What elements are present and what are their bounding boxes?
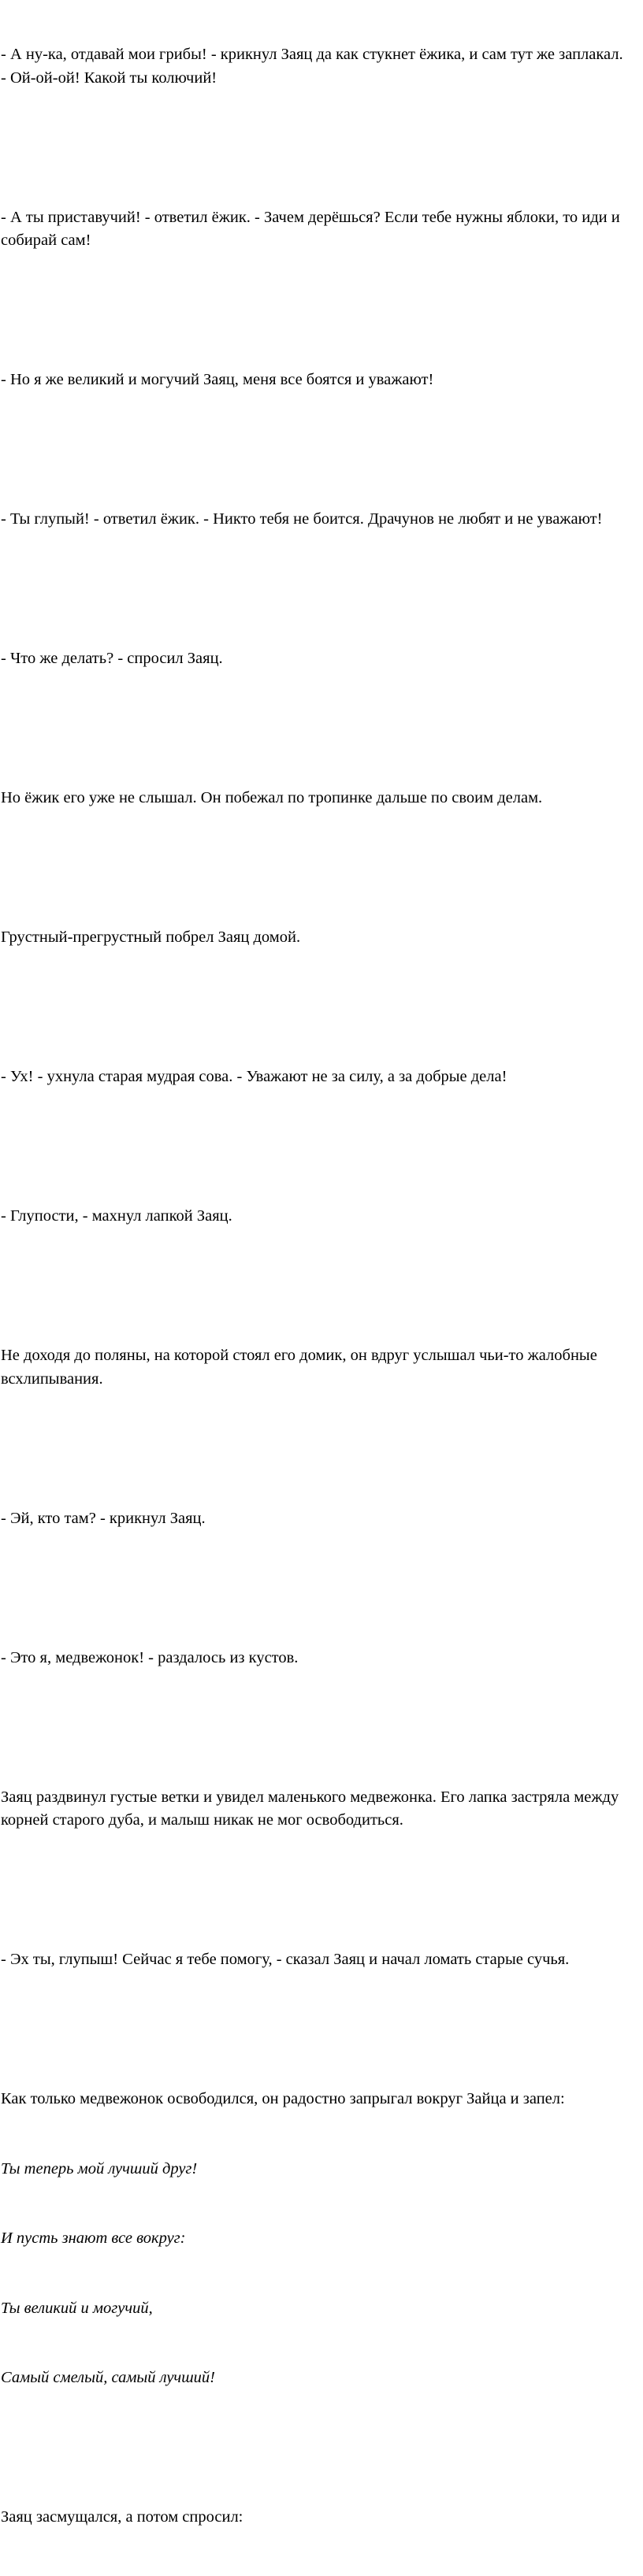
paragraph-gap: [1, 1577, 632, 1600]
paragraph-gap: [1, 578, 632, 602]
paragraph: - А ну-ка, отдавай мои грибы! - крикнул Заяц да как стукнет ёжика, и сам тут же заплакал. - Ой-ой-ой! Какой ты колючий!: [1, 46, 627, 87]
paragraph: Не доходя до поляны, на которой стоял его домик, он вдруг услышал чьи-то жалобные всхлипывания.: [1, 1347, 601, 1388]
poem-line: Самый смелый, самый лучший!: [1, 2369, 216, 2386]
paragraph-gap: [1, 2437, 632, 2460]
paragraph-gap: [1, 1437, 632, 1461]
poem-line: И пусть знают все вокруг:: [1, 2229, 186, 2247]
paragraph-gap: [1, 136, 632, 160]
paragraph: Грустный-прегрустный побрел Заяц домой.: [1, 928, 301, 946]
paragraph: - Ты глупый! - ответил ёжик. - Никто тебя не боится. Драчунов не любят и не уважают!: [1, 510, 603, 528]
paragraph: - Это я, медвежонок! - раздалось из кустов.: [1, 1648, 299, 1666]
paragraph-gap: [1, 996, 632, 1020]
story-text: [1, 0, 632, 2576]
paragraph: Заяц раздвинул густые ветки и увидел маленького медвежонка. Его лапка застряла между корней старого дуба, и малыш никак не мог освободиться.: [1, 1788, 623, 1829]
paragraph: - Эх ты, глупыш! Сейчас я тебе помогу, - сказал Заяц и начал ломать старые сучья.: [1, 1951, 570, 1968]
paragraph-gap: [1, 1275, 632, 1299]
paragraph: - Эй, кто там? - крикнул Заяц.: [1, 1509, 206, 1527]
paragraph-gap: [1, 2018, 632, 2042]
paragraph: Но ёжик его уже не слышал. Он побежал по тропинке дальше по своим делам.: [1, 789, 543, 806]
paragraph: - А ты приставучий! - ответил ёжик. - Зачем дерёшься? Если тебе нужны яблоки, то иди и собирай сам!: [1, 208, 624, 249]
paragraph-gap: [1, 717, 632, 741]
paragraph-gap: [1, 857, 632, 880]
paragraph-gap: [1, 1716, 632, 1740]
poem-line: Ты теперь мой лучший друг!: [1, 2159, 198, 2178]
paragraph: - Но я же великий и могучий Заяц, меня все боятся и уважают!: [1, 371, 434, 388]
poem-line: Ты великий и могучий,: [1, 2299, 153, 2317]
paragraph-gap: [1, 1879, 632, 1903]
paragraph-gap: [1, 439, 632, 462]
paragraph-gap: [1, 1136, 632, 1159]
paragraph: Как только медвежонок освободился, он радостно запрыгал вокруг Зайца и запел:: [1, 2090, 565, 2107]
paragraph: - Что же делать? - спросил Заяц.: [1, 650, 223, 667]
paragraph: - Ух! - ухнула старая мудрая сова. - Уважают не за силу, а за добрые дела!: [1, 1068, 507, 1085]
closing-paragraph: Заяц засмущался, а потом спросил:: [1, 2508, 243, 2526]
paragraph-gap: [1, 299, 632, 323]
paragraph: - Глупости, - махнул лапкой Заяц.: [1, 1207, 232, 1225]
